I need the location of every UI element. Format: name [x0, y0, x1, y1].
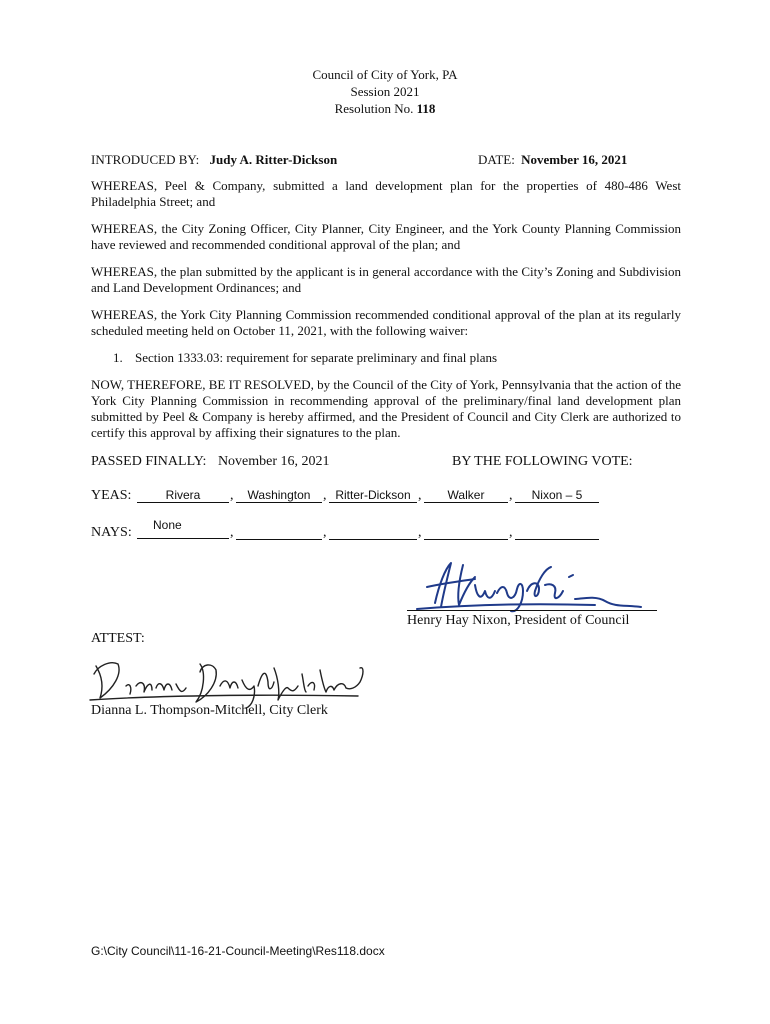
nay-vote — [424, 524, 508, 540]
president-signature-line — [407, 610, 657, 611]
whereas-clause: WHEREAS, the York City Planning Commission recommended conditional approval of the plan at its regularly scheduled meeting held on October 11, 2021, with the following waiver: — [91, 307, 681, 338]
president-name-title: Henry Hay Nixon, President of Council — [407, 613, 630, 628]
introduced-by-line — [91, 152, 337, 168]
president-signature — [405, 555, 665, 615]
whereas-clause: WHEREAS, the plan submitted by the applicant is in general accordance with the City’s Zoning and Subdivision and Land Development Ordinances; and — [91, 264, 681, 295]
clerk-name-title: Dianna L. Thompson-Mitchell, City Clerk — [91, 703, 328, 718]
yea-vote: Washington — [236, 488, 322, 503]
resolution-prefix: Resolution No. — [334, 101, 414, 116]
introduced-by-name: Judy A. Ritter-Dickson — [209, 152, 338, 167]
vote-separator: , — [230, 525, 234, 540]
yea-vote: Walker — [424, 488, 508, 503]
attest-label: ATTEST: — [91, 631, 145, 646]
session-heading: Session 2021 — [350, 84, 420, 99]
date-line — [478, 152, 627, 168]
yeas-label: YEAS: — [91, 488, 132, 503]
nay-vote — [515, 524, 599, 540]
yea-vote: Ritter-Dickson — [329, 488, 417, 503]
vote-separator: , — [323, 488, 327, 503]
introduced-label: INTRODUCED BY: — [91, 152, 200, 167]
resolved-paragraph: NOW, THEREFORE, BE IT RESOLVED, by the Council of the City of York, Pennsylvania that the action of the York City Planning Commission in recommending approval of the preliminary/final land development plan submitted by Peel & Company is hereby affirmed, and the President of Council and City Clerk are authorized to certify this approval by affixing their signatures to the plan. — [91, 377, 681, 440]
resolution-number: 118 — [416, 101, 436, 116]
yea-vote: Rivera — [137, 488, 229, 503]
vote-separator: , — [509, 488, 513, 503]
resolution-heading — [0, 100, 770, 117]
vote-heading: BY THE FOLLOWING VOTE: — [452, 454, 633, 469]
nay-vote: None — [137, 524, 229, 539]
waiver-number: 1. — [113, 350, 123, 365]
whereas-clause: WHEREAS, Peel & Company, submitted a land development plan for the properties of 480-486 West Philadelphia Street; and — [91, 178, 681, 209]
passed-finally-line — [91, 454, 330, 470]
council-heading: Council of City of York, PA — [312, 67, 458, 82]
waiver-text: Section 1333.03: requirement for separate preliminary and final plans — [135, 350, 498, 365]
nay-vote — [236, 524, 322, 540]
whereas-clause: WHEREAS, the City Zoning Officer, City Planner, City Engineer, and the York County Planning Commission have reviewed and recommended conditional approval of the plan; and — [91, 221, 681, 252]
vote-separator: , — [418, 525, 422, 540]
date-value: November 16, 2021 — [521, 152, 628, 167]
yea-vote: Nixon – 5 — [515, 488, 599, 503]
vote-separator: , — [418, 488, 422, 503]
vote-separator: , — [509, 525, 513, 540]
footer-file-path: G:\City Council\11-16-21-Council-Meeting\Res118.docx — [91, 944, 385, 958]
vote-separator: , — [323, 525, 327, 540]
nay-vote — [329, 524, 417, 540]
passed-date: November 16, 2021 — [217, 454, 330, 469]
nays-label: NAYS: — [91, 525, 132, 540]
vote-separator: , — [230, 488, 234, 503]
passed-label: PASSED FINALLY: — [91, 454, 207, 469]
date-label: DATE: — [478, 152, 515, 167]
